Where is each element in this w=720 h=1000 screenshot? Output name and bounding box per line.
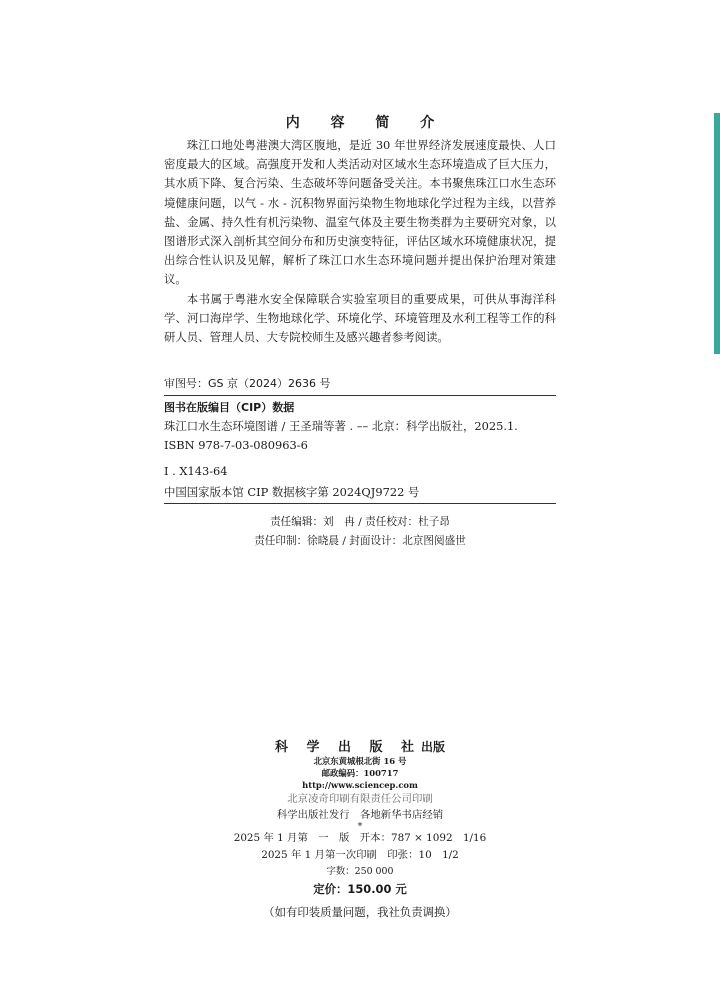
word-count: 字数：250 000 xyxy=(326,866,394,877)
publisher-line xyxy=(0,739,720,755)
cip-heading: 图书在版编目（CIP）数据 xyxy=(164,401,295,414)
distribution: 科学出版社发行 各地新华书店经销 xyxy=(276,809,444,821)
cip-entry: 珠江口水生态环境图谱 / 王圣瑞等著 . –– 北京：科学出版社，2025.1. xyxy=(164,419,518,433)
printer: 北京凌奇印刷有限责任公司印刷 xyxy=(287,793,433,805)
printing-info: 2025 年 1 月第一次印刷 印张：10 1/2 xyxy=(261,849,459,861)
isbn: ISBN 978-7-03-080963-6 xyxy=(164,438,308,452)
cip-data-number: 中国国家版本馆 CIP 数据核字第 2024QJ9722 号 xyxy=(164,485,420,499)
page-title: 内 容 简 介 xyxy=(285,115,448,131)
postcode: 邮政编码：100717 xyxy=(321,768,399,778)
publisher-name: 科 学 出 版 社 xyxy=(274,740,422,755)
intro-paragraph-2: 本书属于粤港水安全保障联合实验室项目的重要成果，可供从事海洋科学、河口海岸学、生物地球化学、环境化学、环境管理及水利工程等工作的科研人员、管理人员、大专院校师生及感兴趣者参考阅读。 xyxy=(164,291,556,345)
edition-info: 2025 年 1 月第 一 版 开本：787 × 1092 1/16 xyxy=(233,832,487,844)
intro-paragraph-1: 珠江口地处粤港澳大湾区腹地，是近 30 年世界经济发展速度最快、人口密度最大的区域。高强度开发和人类活动对区域水生态环境造成了巨大压力，其水质下降、复合污染、生态破坏等问题备受关注。本书聚焦珠江口水生态环境健康问题，以气 - 水 - 沉积物界面污染物生物地球化学过程为主线，以营养盐、金属、持久性有机污染物、温室气体及主要生物类群为主要研究对象，以图谱形式深入剖析其空间分布和历史演变特征，评估区域水环境健康状况，提出综合性认识及见解，解析了珠江口水生态环境问题并提出保护治理对策建议。 xyxy=(164,138,556,287)
edge-accent-bar xyxy=(714,113,720,354)
intro-text xyxy=(164,136,556,347)
website: http://www.sciencep.com xyxy=(302,780,418,790)
editorial-credits xyxy=(0,513,720,551)
separator-star: * xyxy=(357,822,363,832)
imprint-block xyxy=(0,739,720,921)
cip-block xyxy=(164,373,556,504)
quality-notice: （如有印装质量问题，我社负责调换） xyxy=(263,905,457,919)
credits-line-1: 责任编辑：刘 冉 / 责任校对：杜子昂 xyxy=(270,516,450,528)
publisher-suffix: 出版 xyxy=(421,740,446,754)
credits-line-2: 责任印制：徐晓晨 / 封面设计：北京图阅盛世 xyxy=(254,535,466,547)
classification-number: Ⅰ . X143-64 xyxy=(164,464,228,478)
price: 定价：150.00 元 xyxy=(313,882,407,896)
cip-bottom-rule xyxy=(164,503,556,504)
cip-top-rule xyxy=(164,395,556,396)
map-approval-number: 审图号：GS 京（2024）2636 号 xyxy=(164,377,331,390)
publisher-address: 北京东黄城根北街 16 号 xyxy=(313,756,407,766)
